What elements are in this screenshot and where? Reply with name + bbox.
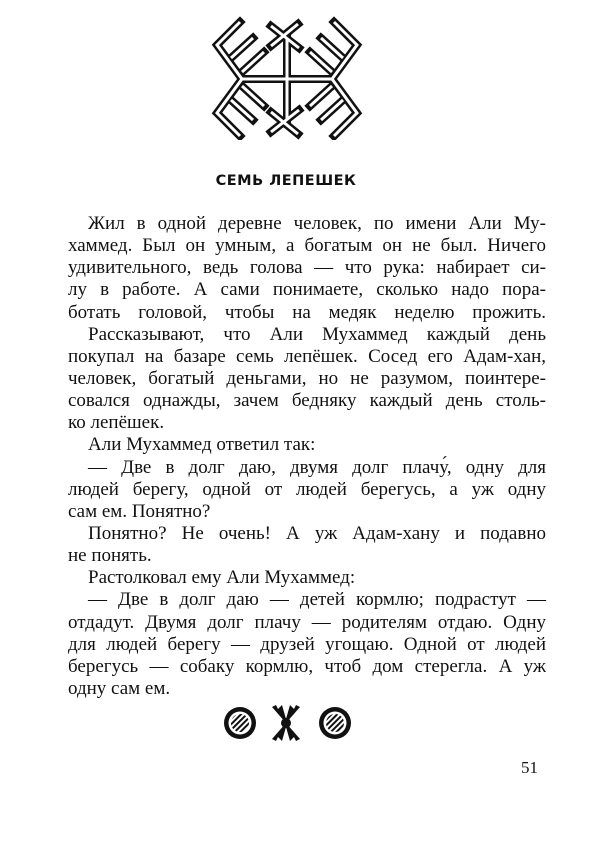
text-line: совался однажды, зачем бедняку каждый день столь-: [68, 390, 546, 412]
text-line: людей берегу, одной от людей берегусь, а уж одну: [68, 478, 546, 500]
page-number: 51: [521, 758, 538, 777]
text-line: человек, богатый деньгами, но не разумом, поинтере-: [68, 367, 546, 389]
text-line: лу в работе. А сами понимаете, сколько надо пора-: [68, 279, 546, 301]
decorative-ornament-bottom: [220, 700, 360, 748]
text-line: ко лепёшек.: [68, 412, 165, 434]
text-line: Рассказывают, что Али Мухаммед каждый день: [88, 323, 546, 345]
text-line: для людей берегу — друзей угощаю. Одной от людей: [68, 633, 546, 655]
text-line: одну сам ем.: [68, 677, 171, 699]
text-line: сам ем. Понятно?: [68, 500, 211, 522]
text-line: покупал на базаре семь лепёшек. Сосед его Адам-хан,: [68, 345, 546, 367]
text-line: удивительного, ведь голова — что рука: набирает си-: [68, 257, 546, 279]
text-line: Растолковал ему Али Мухаммед:: [88, 567, 356, 589]
hatched-circle-icon: [224, 707, 256, 739]
text-line: Али Мухаммед ответил так:: [88, 434, 316, 456]
text-line: Жил в одной деревне человек, по имени Али Му-: [88, 213, 546, 234]
hatched-circle-icon: [319, 707, 351, 739]
text-line: — Две в долг даю — детей кормлю; подрастут —: [88, 589, 546, 611]
text-line: хаммед. Был он умным, а богатым он не был. Ничего: [68, 235, 546, 257]
text-line: Понятно? Не очень! А уж Адам-хану и подавно: [88, 522, 546, 544]
decorative-ornament-top: [0, 0, 600, 140]
text-line: берегусь — собаку кормлю, чтоб дом стерегла. А уж: [68, 655, 546, 677]
story-title: СЕМЬ ЛЕПЕШЕК: [215, 173, 357, 189]
flower-cross-icon: [272, 705, 300, 741]
text-line: ботать головой, чтобы на медяк неделю прожить.: [68, 301, 546, 323]
text-line: отдадут. Двумя долг плачу — родителям отдаю. Одну: [68, 611, 546, 633]
text-line: — Две в долг даю, двумя долг плачу́, одну для: [88, 456, 546, 478]
text-line: не понять.: [68, 545, 152, 567]
story-body: [68, 213, 546, 700]
